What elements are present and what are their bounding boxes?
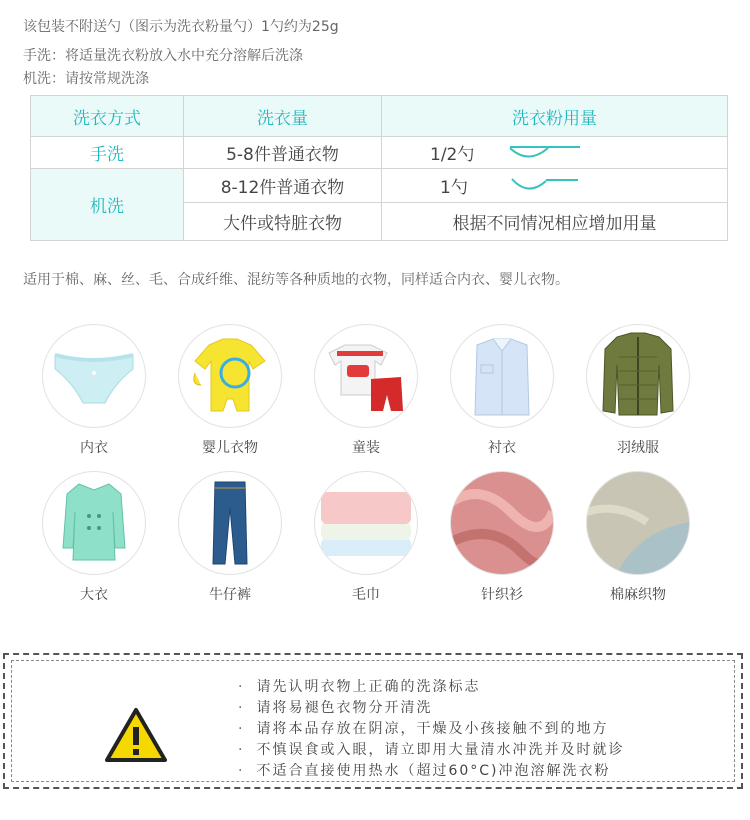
fabric-item-kids xyxy=(313,324,419,457)
machine-wash-note: 机洗：请按常规洗涤 xyxy=(23,71,149,87)
header-dosage: 洗衣粉用量 xyxy=(382,96,728,137)
fabric-item-down-jacket xyxy=(585,324,691,457)
warning-box xyxy=(3,653,743,789)
towel-icon xyxy=(314,471,418,575)
dosage-table xyxy=(30,95,728,241)
machine-wash-amount-2: 大件或特脏衣物 xyxy=(184,203,382,241)
fabric-label: 羽绒服 xyxy=(617,440,659,456)
fabric-label: 毛巾 xyxy=(352,587,380,603)
underwear-icon xyxy=(42,324,146,428)
scoop-note: 该包装不附送勺（图示为洗衣粉量勺）1勺约为25g xyxy=(23,19,339,35)
machine-wash-dosage-2: 根据不同情况相应增加用量 xyxy=(382,203,728,241)
hand-wash-method: 手洗 xyxy=(31,137,184,169)
machine-wash-dosage-1: 1勺 xyxy=(440,178,468,198)
hand-wash-dosage: 1/2勺 xyxy=(430,145,475,165)
fabric-item-coat xyxy=(41,471,147,604)
hand-wash-note: 手洗：将适量洗衣粉放入水中充分溶解后洗涤 xyxy=(23,48,303,64)
machine-wash-method: 机洗 xyxy=(31,169,184,241)
fabric-label: 婴儿衣物 xyxy=(202,440,258,456)
shirt-icon xyxy=(450,324,554,428)
fabric-item-underwear xyxy=(41,324,147,457)
machine-wash-dosage-cell xyxy=(382,169,728,203)
table-row xyxy=(31,137,728,169)
hand-wash-dosage-cell xyxy=(382,137,728,169)
hand-wash-amount: 5-8件普通衣物 xyxy=(184,137,382,169)
machine-wash-amount-1: 8-12件普通衣物 xyxy=(184,169,382,203)
warning-item: · 请先认明衣物上正确的洗涤标志 xyxy=(238,677,624,698)
fabric-label: 衬衣 xyxy=(488,440,516,456)
fabric-label: 针织衫 xyxy=(481,587,523,603)
header-method: 洗衣方式 xyxy=(31,96,184,137)
half-scoop-icon xyxy=(508,141,583,165)
table-header-row xyxy=(31,96,728,137)
fabric-label: 童装 xyxy=(352,440,380,456)
fabric-item-shirt xyxy=(449,324,555,457)
linen-icon xyxy=(586,471,690,575)
fabric-item-jeans xyxy=(177,471,283,604)
warning-item: · 不慎误食或入眼，请立即用大量清水冲洗并及时就诊 xyxy=(238,740,624,761)
fabric-label: 棉麻织物 xyxy=(610,587,666,603)
warning-triangle-icon xyxy=(104,707,168,763)
fabric-item-knitwear xyxy=(449,471,555,604)
table-row xyxy=(31,169,728,203)
coat-icon xyxy=(42,471,146,575)
fabric-description: 适用于棉、麻、丝、毛、合成纤维、混纺等各种质地的衣物，同样适合内衣、婴儿衣物。 xyxy=(23,272,569,288)
warning-panel xyxy=(11,660,735,782)
knitwear-icon xyxy=(450,471,554,575)
jeans-icon xyxy=(178,471,282,575)
fabric-item-baby xyxy=(177,324,283,457)
fabric-label: 内衣 xyxy=(80,440,108,456)
warning-item: · 不适合直接使用热水（超过60°C)冲泡溶解洗衣粉 xyxy=(238,761,624,782)
fabric-item-towel xyxy=(313,471,419,604)
fabric-label: 大衣 xyxy=(80,587,108,603)
warning-list xyxy=(238,677,624,782)
fabric-item-linen xyxy=(585,471,691,604)
down-jacket-icon xyxy=(586,324,690,428)
kids-clothes-icon xyxy=(314,324,418,428)
warning-item: · 请将本品存放在阴凉，干燥及小孩接触不到的地方 xyxy=(238,719,624,740)
full-scoop-icon xyxy=(510,173,585,197)
header-amount: 洗衣量 xyxy=(184,96,382,137)
warning-item: · 请将易褪色衣物分开清洗 xyxy=(238,698,624,719)
fabric-label: 牛仔裤 xyxy=(209,587,251,603)
baby-romper-icon xyxy=(178,324,282,428)
